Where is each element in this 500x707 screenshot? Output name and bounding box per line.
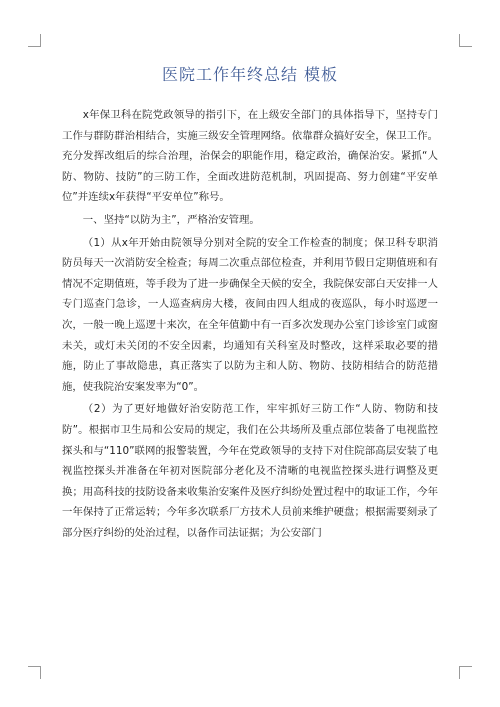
paragraph-item-2: （2）为了更好地做好治安防范工作，牢牢抓好三防工作“人防、物防和技防”。根据市卫生局和公安局的规定，我们在公共场所及重点部位装备了电视监控探头和与“110”联网的报警装置，今年在党政领导的支持下对住院部高层安装了电视监控探头并准备在年初对医院部分老化及不清晰的电视监控探头进行调整及更换；用高科技的技防设备来收集治安案件及医疗纠纷处置过程中的取证工作，今年一年保持了正常运转；今年多次联系厂方技术人员前来维护硬盘；根据需要刻录了部分医疗纠纷的处治过程，以备作司法证据；为公安部门 [62, 403, 438, 539]
document-title: 医院工作年终总结 模板 [161, 65, 339, 84]
document-page [62, 62, 438, 543]
crop-mark-top-left [28, 34, 41, 47]
crop-mark-bottom-left [28, 666, 41, 679]
crop-mark-bottom-right [459, 666, 472, 679]
crop-mark-top-right [459, 34, 472, 47]
paragraph-section-heading: 一、坚持“以防为主”，严格治安管理。 [82, 213, 260, 226]
paragraph-item-1: （1）从x年开始由院领导分别对全院的安全工作检查的制度；保卫科专职消防员每天一次消防安全检查；每周二次重点部位检查，并利用节假日定期值班和有情况不定期值班，等手段为了进一步确保全天候的安全，我院保安部白天安排一人专门巡查门急诊，一人巡查病房大楼，夜间由四人组成的夜巡队，每小时巡逻一次，一般一晚上巡逻十来次，在全年值勤中有一百多次发现办公室门诊诊室门或窗未关，或灯未关闭的不安全因素，均通知有关科室及时整改，这样采取必要的措施，防止了事故隐患，真正落实了以防为主和人防、物防、技防相结合的防范措施，使我院治安案发率为“0”。 [62, 236, 438, 393]
paragraph-intro: x年保卫科在院党政领导的指引下，在上级安全部门的具体指导下，坚持专门工作与群防群治相结合，实施三级安全管理网络。依靠群众搞好安全，保卫工作。充分发挥改组后的综合治理，治保会的职能作用，稳定政治，确保治安。紧抓“人防、物防、技防”的三防工作，全面改进防范机制，巩固提高、努力创建“平安单位”并连续x年获得“平安单位”称号。 [62, 109, 438, 204]
